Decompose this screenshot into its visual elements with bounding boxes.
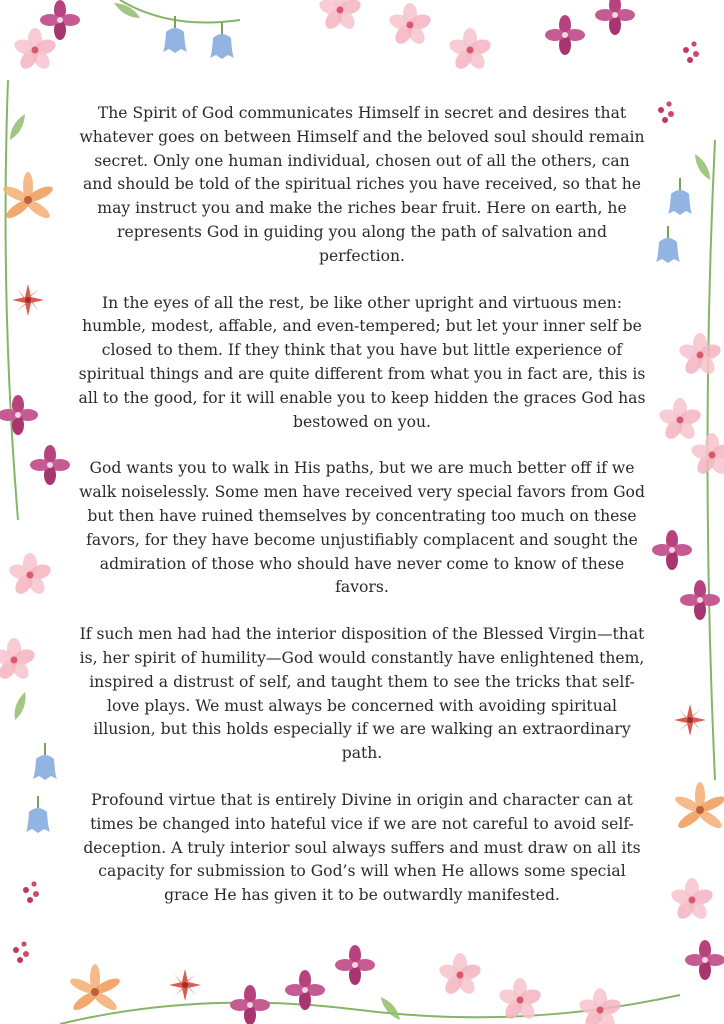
left-flowers [0, 80, 70, 963]
right-flowers [652, 140, 724, 980]
paragraph-1: The Spirit of God communicates Himself in secret and desires that whatever goes on between Himself and the beloved soul should remain secret. Only one human individual, chosen out of all the others, can and should be told of the spiritual riches you have received, so that he may instruct you and make the riches bear fruit. Here on earth, he represents God in guiding you along the path of salvation and perfection. [79, 104, 645, 265]
paragraph-5: Profound virtue that is entirely Divine in origin and character can at times be changed into hateful vice if we are not careful to avoid self-deception. A truly interior soul always suffers and must draw on all its capacity for submission to God’s will when He allows some special grace He has given it to be outwardly manifested. [83, 790, 641, 905]
quote-body [78, 102, 646, 931]
bottom-flowers [60, 945, 680, 1024]
paragraph-2: In the eyes of all the rest, be like other upright and virtuous men: humble, modest, affable, and even-tempered; but let your inner self be closed to them. If they think that you have but little experience of spiritual things and are quite different from what you in fact are, this is all to the good, for it will enable you to keep hidden the graces God has bestowed on you. [78, 293, 646, 431]
paragraph-4: If such men had had the interior disposition of the Blessed Virgin—that is, her spirit of humility—God would constantly have enlightened them, inspired a distrust of self, and taught them to see the tricks that self-love plays. We must always be concerned with avoiding spiritual illusion, but this holds especially if we are walking an extraordinary path. [79, 625, 645, 763]
paragraph-3: God wants you to walk in His paths, but we are much better off if we walk noiselessly. Some men have received very special favors from God but then have ruined themselves by concentrating too much on these favors, for they have become unjustifiably complacent and sought the admiration of those who should have never come to know of these favors. [79, 459, 645, 597]
